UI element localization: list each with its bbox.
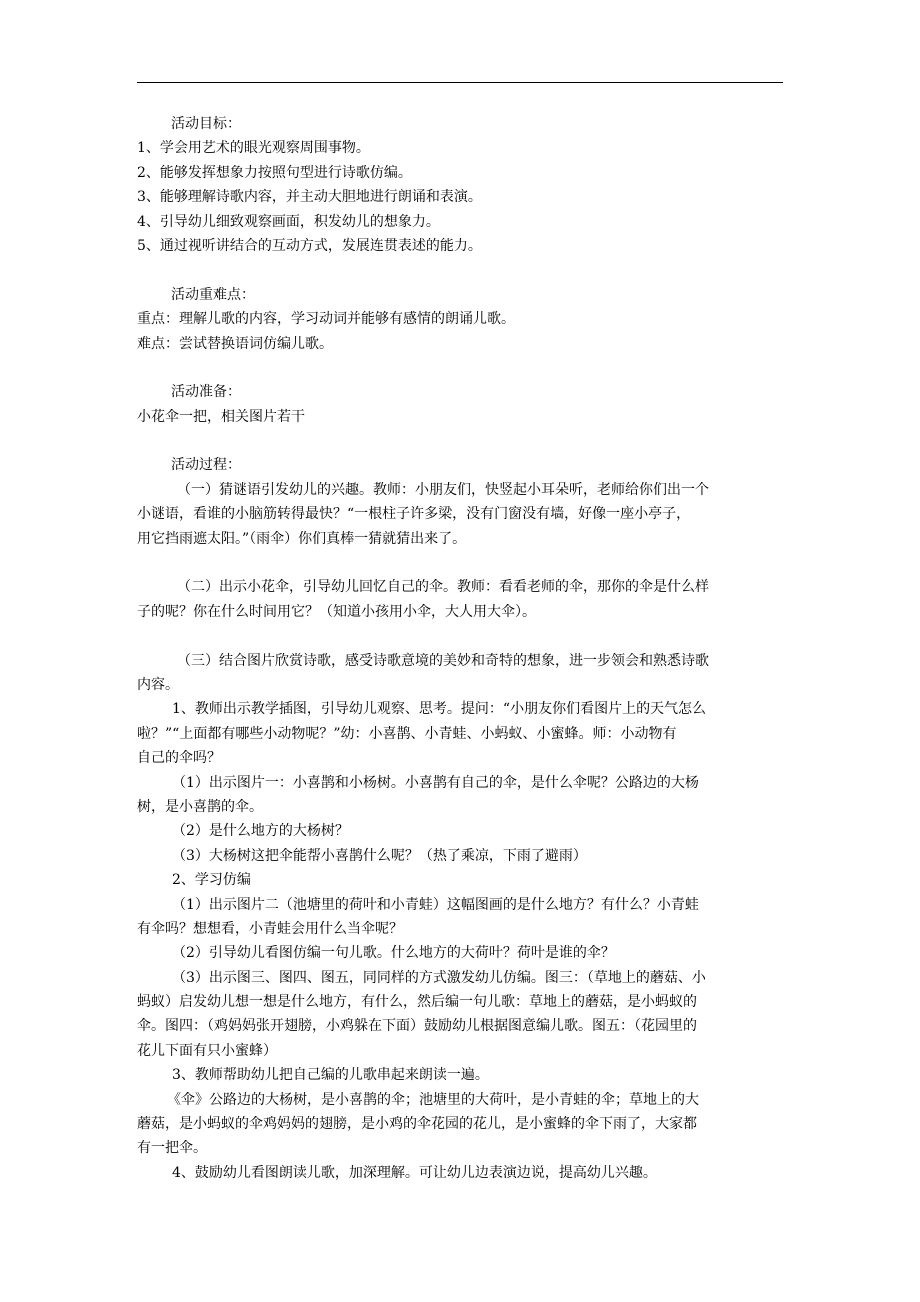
process-part3-line: 内容。 [137, 676, 179, 693]
goal-item: 2、能够发挥想象力按照句型进行诗歌仿编。 [137, 164, 412, 181]
step2-sub3-line: 伞。图四：（鸡妈妈张开翅膀，小鸡躲在下面）鼓励幼儿根据图意编儿歌。图五：（花园里的 [137, 1018, 697, 1035]
header-rule [137, 82, 783, 83]
step1-sub1-line: （1）出示图片一：小喜鹊和小杨树。小喜鹊有自己的伞，是什么伞呢？公路边的大杨 [172, 774, 699, 791]
step2-heading: 2、学习仿编 [172, 872, 251, 889]
key-point-difficulty: 难点：尝试替换语词仿编儿歌。 [137, 335, 333, 352]
key-points-heading: 活动重难点： [171, 286, 255, 303]
step1-line: 啦？”“上面都有哪些小动物呢？”幼：小喜鹊、小青蛙、小蚂蚁、小蜜蜂。师：小动物有 [137, 725, 677, 742]
step1-line: 自己的伞吗？ [137, 750, 221, 767]
process-part2-line: （二）出示小花伞，引导幼儿回忆自己的伞。教师：看看老师的伞，那你的伞是什么样 [177, 579, 709, 596]
step1-sub1-line: 树，是小喜鹊的伞。 [137, 798, 263, 815]
goal-item: 3、能够理解诗歌内容，并主动大胆地进行朗诵和表演。 [137, 189, 482, 206]
document-body [137, 112, 787, 1185]
step2-sub1-line: （1）出示图片二（池塘里的荷叶和小青蛙）这幅图画的是什么地方？有什么？小青蛙 [172, 896, 699, 913]
poem-line: 蘑菇，是小蚂蚁的伞鸡妈妈的翅膀，是小鸡的伞花园的花儿，是小蜜蜂的伞下雨了，大家都 [137, 1116, 697, 1133]
process-part2-line: 子的呢？你在什么时间用它？（知道小孩用小伞，大人用大伞）。 [137, 603, 536, 620]
process-part3-line: （三）结合图片欣赏诗歌，感受诗歌意境的美妙和奇特的想象，进一步领会和熟悉诗歌 [177, 652, 709, 669]
goals-heading: 活动目标： [171, 116, 241, 132]
step2-sub3-line: 蚂蚁）启发幼儿想一想是什么地方，有什么，然后编一句儿歌：草地上的蘑菇，是小蚂蚁的 [137, 994, 697, 1011]
key-point-focus: 重点：理解儿歌的内容，学习动词并能够有感情的朗诵儿歌。 [137, 311, 515, 328]
preparation-heading: 活动准备： [171, 384, 241, 401]
goal-item: 4、引导幼儿细致观察画面，积发幼儿的想象力。 [137, 213, 440, 230]
poem-line: 《伞》公路边的大杨树，是小喜鹊的伞；池塘里的大荷叶，是小青蛙的伞；草地上的大 [167, 1091, 699, 1108]
step1-line: 1、教师出示教学插图，引导幼儿观察、思考。提问：“小朋友你们看图片上的天气怎么 [172, 701, 707, 718]
process-part1-line: （一）猜谜语引发幼儿的兴趣。教师：小朋友们，快竖起小耳朵听，老师给你们出一个 [177, 481, 709, 498]
step3: 3、教师帮助幼儿把自己编的儿歌串起来朗读一遍。 [172, 1067, 489, 1084]
step2-sub1-line: 有伞吗？想想看，小青蛙会用什么当伞呢？ [137, 920, 403, 937]
process-part1-line: 用它挡雨遮太阳。”（雨伞）你们真棒一猜就猜出来了。 [137, 530, 467, 547]
process-heading: 活动过程： [171, 457, 241, 474]
step2-sub3-line: （3）出示图三、图四、图五，同同样的方式激发幼儿仿编。图三：（草地上的蘑菇、小 [172, 969, 706, 986]
poem-line: 有一把伞。 [137, 1140, 207, 1157]
step4: 4、鼓励幼儿看图朗读儿歌，加深理解。可让幼儿边表演边说，提高幼儿兴趣。 [172, 1164, 657, 1181]
step1-sub2: （2）是什么地方的大杨树？ [172, 823, 349, 840]
goal-item: 1、学会用艺术的眼光观察周围事物。 [137, 140, 370, 157]
preparation-text: 小花伞一把，相关图片若干 [137, 408, 305, 425]
step2-sub3-line: 花儿下面有只小蜜蜂） [137, 1042, 277, 1059]
goal-item: 5、通过视听讲结合的互动方式，发展连贯表述的能力。 [137, 237, 482, 254]
step2-sub2: （2）引导幼儿看图仿编一句儿歌。什么地方的大荷叶？荷叶是谁的伞？ [172, 945, 615, 962]
process-part1-line: 小谜语，看谁的小脑筋转得最快？“一根柱子许多梁，没有门窗没有墙，好像一座小亭子， [137, 506, 691, 523]
step1-sub3: （3）大杨树这把伞能帮小喜鹊什么呢？（热了乘凉，下雨了避雨） [172, 847, 587, 864]
